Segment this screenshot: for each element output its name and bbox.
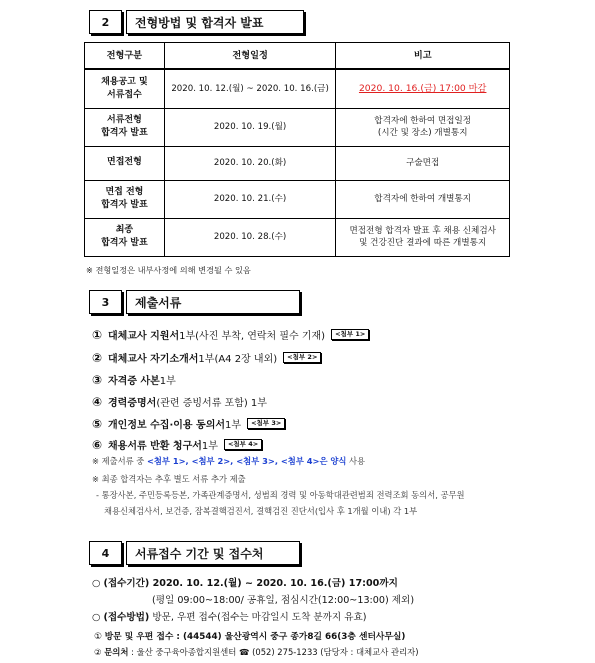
item-number: ② xyxy=(92,350,103,365)
document-name: 대체교사 자기소개서 xyxy=(108,354,199,365)
doc-note-2: ※ 최종 합격자는 추후 별도 서류 추가 제출 xyxy=(92,474,246,484)
stage-text: 서류접수 xyxy=(107,89,142,100)
remark-cell xyxy=(336,69,510,108)
section-number: 4 xyxy=(89,541,122,565)
table-header-row xyxy=(85,43,510,70)
section-title: 전형방법 및 합격자 발표 xyxy=(126,10,304,34)
remark-cell xyxy=(336,146,510,180)
stage-text: 합격자 발표 xyxy=(101,128,148,138)
date-cell: 2020. 10. 28.(수) xyxy=(164,218,336,256)
section-2-header xyxy=(89,10,304,34)
date-cell: 2020. 10. 12.(월) ~ 2020. 10. 16.(금) xyxy=(164,69,336,108)
remark-text: 합격자에 한하여 개별통지 xyxy=(374,193,472,204)
submission-period: ○ (접수기간) 2020. 10. 12.(월) ~ 2020. 10. 16.(금) 17:00까지 xyxy=(92,578,398,589)
attachment-badge: <첨부 2> xyxy=(283,352,321,363)
document-name: 개인정보 수집·이용 동의서 xyxy=(108,420,226,431)
doc-note-1: ※ 제출서류 중 <첨부 1>, <첨부 2>, <첨부 3>, <첨부 4>은 양식 사용 xyxy=(92,456,366,466)
document-detail: 1부(A4 2장 내외) xyxy=(198,354,278,365)
submission-period-sub: (평일 09:00~18:00/ 공휴일, 점심시간(12:00~13:00) 제외) xyxy=(152,595,415,606)
item-number: ③ xyxy=(92,372,103,387)
remark-text: 구술면접 xyxy=(406,157,440,168)
document-item xyxy=(92,394,267,409)
column-header: 전형구분 xyxy=(85,43,165,70)
attachment-badge: <첨부 3> xyxy=(247,418,285,429)
remark-cell xyxy=(336,180,510,218)
date-cell: 2020. 10. 19.(월) xyxy=(164,108,336,146)
document-item xyxy=(92,327,369,342)
remark-cell xyxy=(336,218,510,256)
stage-text: 합격자 발표 xyxy=(101,200,148,210)
attachment-badge: <첨부 4> xyxy=(224,439,262,450)
document-item xyxy=(92,416,285,431)
stage-cell xyxy=(85,108,165,146)
stage-text: 면접전형 xyxy=(107,157,142,168)
schedule-note: ※ 전형일정은 내부사정에 의해 변경될 수 있음 xyxy=(86,265,251,275)
remark-cell xyxy=(336,108,510,146)
document-detail: 1부 xyxy=(225,420,242,431)
item-number: ④ xyxy=(92,394,103,409)
date-cell: 2020. 10. 20.(화) xyxy=(164,146,336,180)
table-row xyxy=(85,146,510,180)
section-4-header xyxy=(89,541,300,565)
submission-address: ① 방문 및 우편 접수 : (44544) 울산광역시 중구 종가8길 66(3층 센터사무실) xyxy=(94,632,406,642)
column-header: 전형일정 xyxy=(164,43,336,70)
hollow-circle-icon: ○ xyxy=(92,612,101,623)
schedule-table xyxy=(84,42,510,257)
doc-note-3a: - 통장사본, 주민등록등본, 가족관계증명서, 성범죄 경력 및 아동학대관련범죄 전력조회 동의서, 공무원 xyxy=(96,490,465,500)
document-name: 채용서류 반환 청구서 xyxy=(108,441,202,452)
date-cell: 2020. 10. 21.(수) xyxy=(164,180,336,218)
document-detail: 1부 xyxy=(159,376,176,387)
submission-method: ○ (접수방법) 방문, 우편 접수(접수는 마감일시 도착 분까지 유효) xyxy=(92,612,367,623)
document-detail: 1부(사진 부착, 연락처 필수 기재) xyxy=(179,331,326,342)
item-number: ① xyxy=(92,327,103,342)
document-item xyxy=(92,372,176,387)
item-number: ⑥ xyxy=(92,437,103,452)
document-detail: 1부 xyxy=(201,441,218,452)
stage-cell xyxy=(85,218,165,256)
column-header: 비고 xyxy=(336,43,510,70)
document-detail: (관련 증빙서류 포함) 1부 xyxy=(156,398,267,409)
stage-cell xyxy=(85,146,165,180)
stage-text: 합격자 발표 xyxy=(101,238,148,248)
attachment-badge: <첨부 1> xyxy=(331,329,369,340)
hollow-circle-icon: ○ xyxy=(92,578,101,589)
stage-text: 최종 xyxy=(115,224,134,235)
document-name: 자격증 사본 xyxy=(108,376,160,387)
remark-text: (시간 및 장소) 개별통지 xyxy=(377,128,468,138)
table-row xyxy=(85,69,510,108)
doc-note-3b: 채용신체검사서, 보건증, 잠복결핵검진서, 결핵검진 진단서(입사 후 1개월 이내) 각 1부 xyxy=(104,506,418,516)
document-item xyxy=(92,437,262,452)
stage-cell xyxy=(85,180,165,218)
remark-text: 면접전형 합격자 발표 후 채용 신체검사 xyxy=(349,225,496,236)
item-number: ⑤ xyxy=(92,416,103,431)
section-title: 제출서류 xyxy=(126,290,300,314)
remark-text: 합격자에 한하여 면접일정 xyxy=(374,115,472,126)
stage-cell xyxy=(85,69,165,108)
table-row xyxy=(85,108,510,146)
section-number: 3 xyxy=(89,290,122,314)
submission-contact: ② 문의처 : 울산 중구육아종합지원센터 ☎ (052) 275-1233 (담당자 : 대체교사 관리자) xyxy=(94,647,419,657)
section-number: 2 xyxy=(89,10,122,34)
document-name: 대체교사 지원서 xyxy=(108,331,180,342)
table-row xyxy=(85,218,510,256)
section-title: 서류접수 기간 및 접수처 xyxy=(126,541,300,565)
stage-text: 서류전형 xyxy=(107,114,142,125)
table-row xyxy=(85,180,510,218)
remark-text: 및 건강진단 결과에 따른 개별통지 xyxy=(359,238,487,248)
stage-text: 면접 전형 xyxy=(105,186,144,197)
section-3-header xyxy=(89,290,300,314)
document-item xyxy=(92,350,321,365)
remark-text: 2020. 10. 16.(금) 17:00 마감 xyxy=(358,83,487,95)
document-name: 경력증명서 xyxy=(108,398,157,409)
stage-text: 채용공고 및 xyxy=(101,76,148,87)
